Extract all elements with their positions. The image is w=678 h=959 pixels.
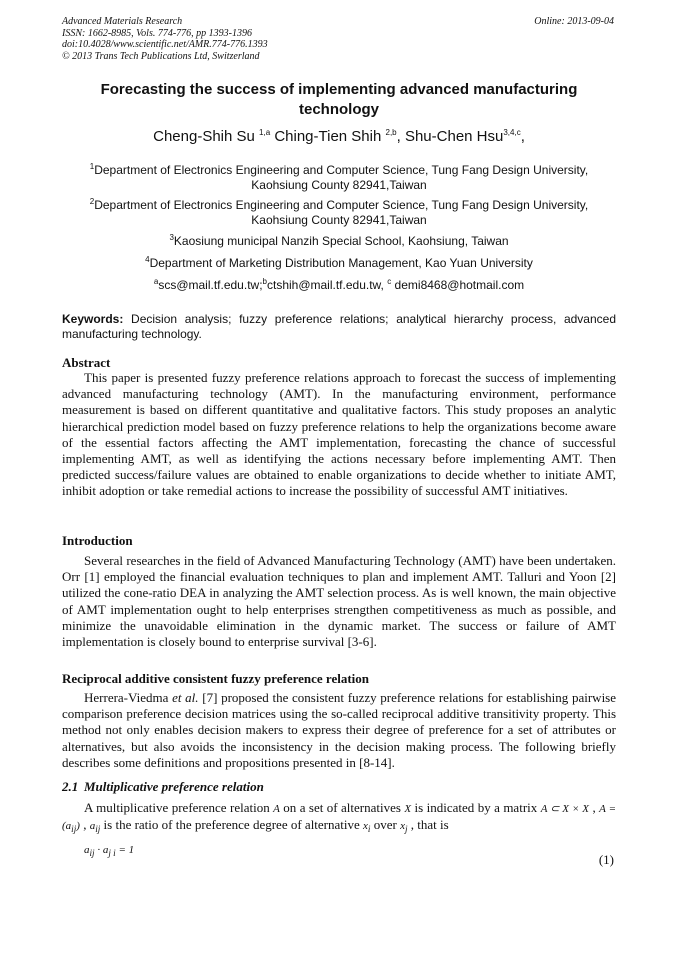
introduction-heading: Introduction (62, 533, 133, 548)
author-name: , Shu-Chen Hsu (396, 128, 504, 145)
keywords-label: Keywords: (62, 312, 124, 326)
affiliation-sup: 4 (145, 255, 150, 264)
email-sup: b (262, 277, 267, 286)
journal-name: Advanced Materials Research (62, 16, 183, 27)
email-link[interactable]: scs@mail.tf.edu.tw; (158, 278, 263, 292)
abstract-text: This paper is presented fuzzy preference relations approach to forecast the success of implementing advanced manufacturing technology (AMT). In the manufacturing environment, performance measurement is based on different quantitative and qualitative factors. This study proposes an analytic hierarchical prediction model based on fuzzy preference relations to help the organizations become aware of the essential factors affecting the AMT implementation, forecasting the chance of successful implementing AMT, as well as identifying the actions necessary before implementing AMT. Then predicted success/failure values are obtained to enable organizations to decide whether to initiate AMT, inhibit adoption or take remedial actions to increase the possibility of successful AMT initiatives. (62, 370, 616, 499)
author-name: Ching-Tien Shih (270, 128, 386, 145)
text-run: on a set of alternatives (279, 800, 405, 815)
online-date: Online: 2013-09-04 (534, 16, 614, 27)
doi-line: doi:10.4028/www.scientific.net/AMR.774-776.1393 (62, 39, 268, 50)
math-subscript: ij (71, 824, 77, 835)
author-affil-sup: 2,b (385, 128, 397, 137)
reciprocal-etal: et al. (172, 690, 199, 705)
affiliation (62, 234, 616, 249)
email-line (62, 278, 616, 293)
text-run: is the ratio of the preference degree of alternative (100, 817, 364, 833)
math-subscript: ij (89, 848, 95, 859)
email-link[interactable]: ctshih@mail.tf.edu.tw, (266, 278, 388, 292)
affiliation-sup: 1 (89, 162, 95, 171)
subsection-text (62, 800, 616, 838)
email-link[interactable]: demi8468@hotmail.com (391, 278, 525, 292)
affiliation-text: Department of Marketing Distribution Management, Kao Yuan University (149, 256, 533, 270)
affiliation (62, 198, 616, 228)
email-sup: a (153, 277, 159, 286)
reciprocal-author: Herrera-Viedma (84, 690, 173, 705)
math-symbol: a (102, 844, 109, 856)
author-name: Cheng-Shih Su (153, 128, 260, 145)
math-symbol: A = (a (62, 803, 616, 833)
text-run: is indicated by a matrix (411, 800, 538, 815)
math-symbol: A (273, 803, 280, 815)
math-symbol: a (84, 844, 90, 856)
math-symbol: x (363, 820, 368, 833)
affiliation (62, 163, 616, 193)
math-subscript: i (367, 824, 371, 835)
keywords-text: Decision analysis; fuzzy preference relations; analytical hierarchy process, advanced manufacturing technology. (62, 312, 616, 341)
affiliation-sup: 3 (169, 233, 174, 242)
text-run: , that is (407, 817, 449, 833)
author-affil-sup: 1,a (259, 128, 271, 137)
abstract-heading: Abstract (62, 355, 111, 370)
math-operator: · (94, 844, 103, 856)
reciprocal-text (62, 690, 616, 771)
math-symbol: x (400, 820, 405, 833)
author-affil-sup: 3,4,c (503, 128, 521, 137)
text-run: , (79, 817, 90, 833)
text-run: , (589, 800, 600, 815)
introduction-text: Several researches in the field of Advanced Manufacturing Technology (AMT) have been undertaken. Orr [1] employed the financial evaluation techniques to plan and implement AMT. Talluri and Yoon [2] utilized the cone-ratio DEA in analyzing the AMT selection process. As is well known, the main objective of AMT implementation ought to help enterprises strengthen competitiveness as much as possible, and minimize the unavoidable elimination in the dynamic market. The success or failure of AMT implementation is closely bound to enterprise survival [3-6]. (62, 553, 616, 650)
equation-number: (1) (598, 852, 614, 867)
math-expression (89, 820, 101, 835)
subsection-heading (62, 779, 264, 794)
math-subscript: j i (108, 848, 116, 859)
math-symbol: = 1 (115, 844, 135, 856)
affiliation-text: Kaosiung municipal Nanzih Special School, Kaohsiung, Taiwan (173, 234, 509, 248)
math-expression (400, 820, 408, 835)
author-tail: , (520, 128, 525, 145)
text-run: A multiplicative preference relation (84, 800, 274, 815)
math-symbol: a (89, 820, 96, 833)
keywords (62, 312, 616, 342)
issn-line: ISSN: 1662-8985, Vols. 774-776, pp 1393-1396 (62, 27, 252, 39)
affiliation (62, 256, 616, 271)
email-sup: c (387, 277, 392, 286)
affiliation-text: Department of Electronics Engineering and Computer Science, Tung Fang Design University, Kaohsiung County 82941,Taiwan (94, 163, 589, 192)
math-symbol: X (404, 803, 412, 815)
reciprocal-heading: Reciprocal additive consistent fuzzy preference relation (62, 671, 370, 686)
math-subscript: j (404, 824, 408, 835)
paper-title: Forecasting the success of implementing advanced manufacturing technology (100, 81, 578, 118)
reciprocal-body: [7] proposed the consistent fuzzy preference relations for establishing pairwise comparison preference decision matrices using the so-called reciprocal additive transitivity property. This method not only enables decision makers to express their degree of preference for a set of attributes or alternatives, but also avoids the inconsistency in the decision making process. The following briefly describes some definitions and propositions presented in [8-14]. (62, 690, 617, 770)
math-subscript: ij (95, 824, 101, 835)
text-run: over (370, 817, 401, 833)
copyright-line: © 2013 Trans Tech Publications Ltd, Switzerland (62, 50, 260, 62)
equation-1 (84, 844, 134, 858)
subsection-number: 2.1 (62, 779, 79, 794)
affiliation-text: Department of Electronics Engineering and Computer Science, Tung Fang Design University, Kaohsiung County 82941,Taiwan (94, 198, 589, 227)
subsection-title: Multiplicative preference relation (84, 779, 264, 794)
math-symbol: ) (76, 820, 80, 833)
journal-header (62, 16, 268, 62)
math-expression: A ⊂ X × X (540, 803, 590, 815)
author-list (62, 128, 616, 146)
affiliation-sup: 2 (89, 197, 95, 206)
